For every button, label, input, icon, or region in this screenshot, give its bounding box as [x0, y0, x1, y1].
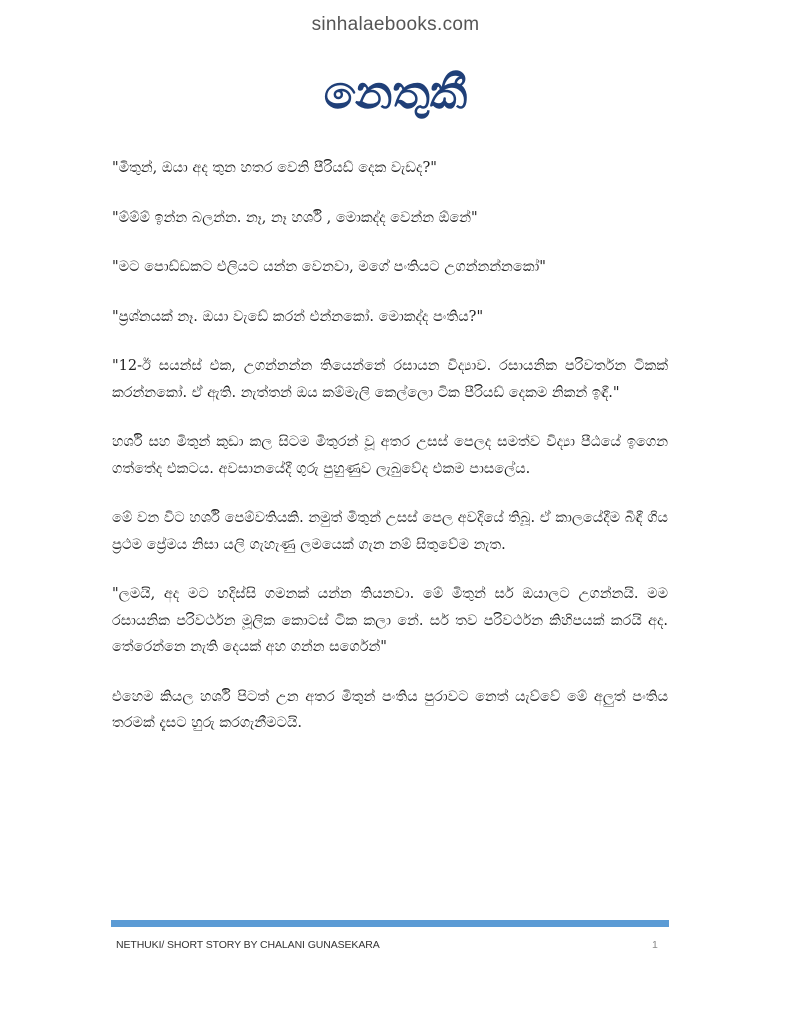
- paragraph: "ලමයි, අද මට හදිස්සි ගමනක් යන්න තියනවා. මේ මිතුන් සර් ඔයාලට උගන්නයි. මම රසායනික පරිවර්ථන මූලික කොටස් ටික කලා නේ. සර් තව පරිවර්ථන කිහිපයක් කරයි අද. තේරෙන්නෙ නැති දෙයක් අහ ගන්න සර්ගෙන්": [112, 586, 668, 655]
- paragraph: "12-ඊ සයන්ස් එක, උගන්නන්න තියෙන්නේ රසායන විද්‍යාව. රසායනික පරිවර්තන ටිකක් කරන්නකෝ. ඒ ඇති. නැත්තන් ඔය කම්මැලි කෙල්ලො ටික පීරියඩ් දෙකම නිකන් ඉඳී.": [112, 358, 668, 401]
- footer-divider: [111, 920, 669, 927]
- paragraph: "ප්‍රශ්නයක් නෑ. ඔයා වැඩේ කරන් එන්නකෝ. මොකද්ද පංතිය?": [112, 308, 484, 325]
- paragraph: හර්ශි සහ මිතුන් කුඩා කල සිටම මිතුරන් වූ අතර උසස් පෙලද සමත්ව විද්‍යා පීඨයේ ඉගෙන ගත්තේද එකටය. අවසානයේදී ගුරු පුහුණුව ලැබුවේද එකම පාසලේය.: [112, 434, 668, 477]
- paragraph: "මට පොඩ්ඩකට එලියට යන්න වෙනවා, මගේ පංතියට උගන්නන්නකෝ": [112, 259, 546, 275]
- story-title: නෙතුකී: [323, 65, 468, 119]
- footer-caption: NETHUKI/ SHORT STORY BY CHALANI GUNASEKARA: [116, 939, 380, 951]
- paragraph: "ම්ම්ම් ඉන්න බලන්න. නෑ, නෑ හර්ශි , මොකද්ද වෙන්න ඕනේ": [112, 209, 478, 226]
- paragraph: "මිතුන්, ඔයා අද තුන හතර වෙනි පීරියඩ් දෙක වැඩද?": [112, 160, 437, 176]
- page-number: 1: [652, 939, 658, 951]
- paragraph: මේ වන විට හර්ශි පෙම්වතියකි. නමුත් මිතුන් උසස් පෙල අවදියේ තිබූ. ඒ කාලයේදීම බිඳී ගිය ප්‍රථම ප්‍රේමය නිසා යලි ගැහැණු ලමයෙක් ගැන නම් සිතුවේම නැත.: [112, 510, 668, 553]
- site-url: sinhalaebooks.com: [311, 14, 480, 35]
- paragraph: එහෙම කියල හර්ශි පිටත් උන අතර මිතුන් පංතිය පුරාවට නෙත් යැව්වේ මේ අලුත් පංතිය තරමක් දැසට හුරු කරගැනීමටයි.: [112, 688, 668, 731]
- story-body: [112, 155, 668, 760]
